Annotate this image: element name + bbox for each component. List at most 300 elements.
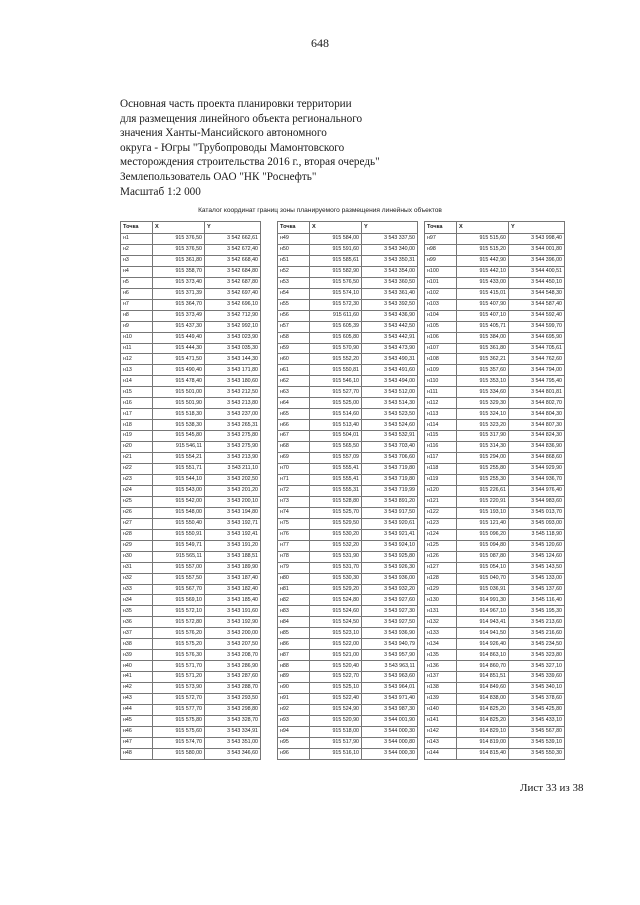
point-id-cell: н57 (278, 321, 310, 332)
y-coordinate-cell: 3 543 350,31 (362, 255, 418, 266)
table-row (121, 715, 261, 726)
table-row (121, 639, 261, 650)
table-row (121, 694, 261, 705)
y-coordinate-cell: 3 544 592,40 (509, 310, 565, 321)
point-id-cell: н20 (121, 442, 153, 453)
x-coordinate-cell: 915 522,00 (310, 639, 362, 650)
table-row (121, 409, 261, 420)
point-id-cell: н98 (425, 244, 457, 255)
table-row (278, 321, 418, 332)
y-coordinate-cell: 3 543 924,10 (362, 540, 418, 551)
x-coordinate-cell: 915 531,90 (310, 551, 362, 562)
point-id-cell: н37 (121, 628, 153, 639)
point-id-cell: н117 (425, 453, 457, 464)
table-row (278, 464, 418, 475)
point-id-cell: н47 (121, 737, 153, 748)
y-coordinate-cell: 3 543 287,60 (205, 672, 261, 683)
point-id-cell: н85 (278, 628, 310, 639)
table-row (278, 485, 418, 496)
table-row (278, 496, 418, 507)
y-coordinate-cell: 3 544 794,00 (509, 365, 565, 376)
table-row (425, 376, 565, 387)
point-id-cell: н24 (121, 485, 153, 496)
x-coordinate-cell: 915 323,20 (457, 420, 509, 431)
point-id-cell: н126 (425, 551, 457, 562)
table-row (425, 704, 565, 715)
x-coordinate-cell: 915 576,50 (310, 277, 362, 288)
point-id-cell: н58 (278, 332, 310, 343)
x-coordinate-cell: 915 548,00 (153, 507, 205, 518)
x-coordinate-cell: 915 572,10 (153, 606, 205, 617)
y-coordinate-cell: 3 543 957,90 (362, 650, 418, 661)
x-coordinate-cell: 915 518,30 (153, 409, 205, 420)
point-id-cell: н2 (121, 244, 153, 255)
table-row (278, 277, 418, 288)
x-coordinate-cell: 915 373,49 (153, 310, 205, 321)
x-coordinate-cell: 915 565,11 (153, 551, 205, 562)
point-id-cell: н4 (121, 266, 153, 277)
y-coordinate-cell: 3 545 339,60 (509, 672, 565, 683)
x-coordinate-cell: 914 926,40 (457, 639, 509, 650)
y-coordinate-cell: 3 543 719,80 (362, 464, 418, 475)
document-heading (120, 97, 480, 199)
x-coordinate-cell: 915 220,91 (457, 496, 509, 507)
table-row (121, 562, 261, 573)
y-coordinate-cell: 3 543 998,40 (509, 234, 565, 245)
heading-line: Основная часть проекта планировки территории (120, 98, 352, 110)
table-row (121, 365, 261, 376)
point-id-cell: н118 (425, 464, 457, 475)
x-coordinate-cell: 915 522,70 (310, 672, 362, 683)
point-id-cell: н56 (278, 310, 310, 321)
y-coordinate-cell: 3 543 512,00 (362, 387, 418, 398)
y-coordinate-cell: 3 543 211,10 (205, 464, 261, 475)
x-coordinate-cell: 915 193,10 (457, 507, 509, 518)
table-row (425, 299, 565, 310)
y-coordinate-cell: 3 543 328,70 (205, 715, 261, 726)
table-row (278, 715, 418, 726)
point-id-cell: н112 (425, 398, 457, 409)
x-coordinate-cell: 915 531,70 (310, 562, 362, 573)
y-coordinate-cell: 3 542 662,61 (205, 234, 261, 245)
x-coordinate-cell: 915 324,10 (457, 409, 509, 420)
x-coordinate-cell: 915 334,60 (457, 387, 509, 398)
y-coordinate-cell: 3 543 275,90 (205, 442, 261, 453)
table-row (121, 617, 261, 628)
table-row (121, 650, 261, 661)
sheet-counter: Лист 33 из 38 (520, 782, 584, 794)
table-row (425, 518, 565, 529)
table-row (278, 244, 418, 255)
point-id-cell: н86 (278, 639, 310, 650)
table-row (425, 639, 565, 650)
x-coordinate-cell: 915 585,61 (310, 255, 362, 266)
table-row (121, 540, 261, 551)
table-row (278, 683, 418, 694)
x-coordinate-cell: 915 361,80 (153, 255, 205, 266)
table-row (278, 234, 418, 245)
table-row (425, 453, 565, 464)
point-id-cell: н60 (278, 354, 310, 365)
point-id-cell: н62 (278, 376, 310, 387)
table-row (425, 310, 565, 321)
y-coordinate-cell: 3 545 120,60 (509, 540, 565, 551)
point-id-cell: н93 (278, 715, 310, 726)
x-coordinate-cell: 914 829,10 (457, 726, 509, 737)
table-row (425, 321, 565, 332)
x-coordinate-cell: 915 575,20 (153, 639, 205, 650)
table-row (278, 354, 418, 365)
y-coordinate-cell: 3 545 340,10 (509, 683, 565, 694)
point-id-cell: н14 (121, 376, 153, 387)
table-row (121, 704, 261, 715)
point-id-cell: н77 (278, 540, 310, 551)
coordinate-table-2 (277, 221, 418, 760)
x-coordinate-cell: 915 521,00 (310, 650, 362, 661)
y-coordinate-cell: 3 543 436,90 (362, 310, 418, 321)
y-coordinate-cell: 3 545 433,10 (509, 715, 565, 726)
table-row (121, 551, 261, 562)
table-row (425, 584, 565, 595)
x-coordinate-cell: 915 546,11 (153, 442, 205, 453)
x-coordinate-cell: 915 522,40 (310, 694, 362, 705)
x-coordinate-cell: 915 520,90 (310, 715, 362, 726)
y-coordinate-cell: 3 545 195,30 (509, 606, 565, 617)
x-coordinate-cell: 915 329,30 (457, 398, 509, 409)
y-coordinate-cell: 3 543 192,71 (205, 518, 261, 529)
table-row (425, 562, 565, 573)
point-id-cell: н39 (121, 650, 153, 661)
y-coordinate-cell: 3 545 124,60 (509, 551, 565, 562)
point-id-cell: н96 (278, 748, 310, 759)
x-coordinate-cell: 915 407,90 (457, 299, 509, 310)
x-coordinate-cell: 915 576,20 (153, 628, 205, 639)
y-coordinate-cell: 3 544 587,40 (509, 299, 565, 310)
y-coordinate-cell: 3 543 286,90 (205, 661, 261, 672)
table-row (425, 464, 565, 475)
x-coordinate-cell: 915 574,10 (310, 288, 362, 299)
table-row (278, 584, 418, 595)
point-id-cell: н143 (425, 737, 457, 748)
table-row (425, 595, 565, 606)
column-header-x: X (457, 222, 509, 234)
y-coordinate-cell: 3 543 213,80 (205, 398, 261, 409)
point-id-cell: н107 (425, 343, 457, 354)
table-row (278, 704, 418, 715)
table-row (425, 365, 565, 376)
table-row (278, 474, 418, 485)
table-row (278, 737, 418, 748)
table-row (425, 617, 565, 628)
x-coordinate-cell: 915 513,40 (310, 420, 362, 431)
table-row (121, 573, 261, 584)
y-coordinate-cell: 3 543 208,70 (205, 650, 261, 661)
table-row (425, 726, 565, 737)
column-header-point: Точка (121, 222, 153, 234)
table-row (278, 726, 418, 737)
y-coordinate-cell: 3 543 171,80 (205, 365, 261, 376)
point-id-cell: н32 (121, 573, 153, 584)
y-coordinate-cell: 3 545 216,60 (509, 628, 565, 639)
y-coordinate-cell: 3 543 212,50 (205, 387, 261, 398)
table-row (425, 354, 565, 365)
table-row (121, 748, 261, 759)
x-coordinate-cell: 915 525,70 (310, 507, 362, 518)
x-coordinate-cell: 915 571,20 (153, 672, 205, 683)
table-row (425, 343, 565, 354)
y-coordinate-cell: 3 544 824,30 (509, 431, 565, 442)
x-coordinate-cell: 915 376,50 (153, 234, 205, 245)
table-row (121, 595, 261, 606)
y-coordinate-cell: 3 543 182,40 (205, 584, 261, 595)
point-id-cell: н19 (121, 431, 153, 442)
point-id-cell: н15 (121, 387, 153, 398)
y-coordinate-cell: 3 544 400,51 (509, 266, 565, 277)
table-row (425, 507, 565, 518)
table-row (278, 529, 418, 540)
y-coordinate-cell: 3 542 668,40 (205, 255, 261, 266)
point-id-cell: н105 (425, 321, 457, 332)
point-id-cell: н65 (278, 409, 310, 420)
table-row (278, 551, 418, 562)
x-coordinate-cell: 915 433,00 (457, 277, 509, 288)
table-row (425, 398, 565, 409)
point-id-cell: н132 (425, 617, 457, 628)
heading-line: значения Ханты-Мансийского автономного (120, 127, 327, 140)
point-id-cell: н91 (278, 694, 310, 705)
y-coordinate-cell: 3 543 185,40 (205, 595, 261, 606)
table-row (278, 288, 418, 299)
table-row (425, 606, 565, 617)
y-coordinate-cell: 3 543 494,00 (362, 376, 418, 387)
y-coordinate-cell: 3 542 696,10 (205, 299, 261, 310)
point-id-cell: н33 (121, 584, 153, 595)
point-id-cell: н52 (278, 266, 310, 277)
x-coordinate-cell: 915 545,80 (153, 431, 205, 442)
y-coordinate-cell: 3 542 672,40 (205, 244, 261, 255)
table-row (121, 672, 261, 683)
coordinate-table-3 (424, 221, 565, 760)
y-coordinate-cell: 3 543 035,30 (205, 343, 261, 354)
table-row (121, 244, 261, 255)
point-id-cell: н61 (278, 365, 310, 376)
y-coordinate-cell: 3 543 964,01 (362, 683, 418, 694)
table-row (278, 606, 418, 617)
point-id-cell: н119 (425, 474, 457, 485)
x-coordinate-cell: 915 544,10 (153, 474, 205, 485)
point-id-cell: н41 (121, 672, 153, 683)
point-id-cell: н36 (121, 617, 153, 628)
y-coordinate-cell: 3 543 191,60 (205, 606, 261, 617)
x-coordinate-cell: 915 546,10 (310, 376, 362, 387)
y-coordinate-cell: 3 543 023,90 (205, 332, 261, 343)
table-row (425, 442, 565, 453)
y-coordinate-cell: 3 544 000,30 (362, 726, 418, 737)
y-coordinate-cell: 3 542 712,90 (205, 310, 261, 321)
table-row (425, 332, 565, 343)
table-row (278, 266, 418, 277)
x-coordinate-cell: 915 550,81 (310, 365, 362, 376)
table-row (121, 442, 261, 453)
x-coordinate-cell: 915 121,40 (457, 518, 509, 529)
point-id-cell: н7 (121, 299, 153, 310)
table-row (121, 529, 261, 540)
x-coordinate-cell: 914 825,20 (457, 704, 509, 715)
x-coordinate-cell: 915 255,80 (457, 464, 509, 475)
x-coordinate-cell: 915 557,00 (153, 562, 205, 573)
x-coordinate-cell: 915 524,60 (310, 606, 362, 617)
table-row (121, 518, 261, 529)
heading-line: округа - Югры "Трубопроводы Мамонтовского (120, 141, 345, 154)
x-coordinate-cell: 915 530,30 (310, 573, 362, 584)
x-coordinate-cell: 915 471,50 (153, 354, 205, 365)
x-coordinate-cell: 915 591,60 (310, 244, 362, 255)
x-coordinate-cell: 915 437,30 (153, 321, 205, 332)
point-id-cell: н88 (278, 661, 310, 672)
table-row (425, 650, 565, 661)
y-coordinate-cell: 3 544 836,90 (509, 442, 565, 453)
table-row (121, 354, 261, 365)
x-coordinate-cell: 915 577,70 (153, 704, 205, 715)
point-id-cell: н84 (278, 617, 310, 628)
table-row (425, 474, 565, 485)
y-coordinate-cell: 3 543 987,30 (362, 704, 418, 715)
point-id-cell: н133 (425, 628, 457, 639)
point-id-cell: н100 (425, 266, 457, 277)
y-coordinate-cell: 3 543 392,50 (362, 299, 418, 310)
y-coordinate-cell: 3 544 795,40 (509, 376, 565, 387)
x-coordinate-cell: 915 572,70 (153, 694, 205, 705)
y-coordinate-cell: 3 544 929,90 (509, 464, 565, 475)
point-id-cell: н141 (425, 715, 457, 726)
x-coordinate-cell: 915 226,61 (457, 485, 509, 496)
table-row (425, 387, 565, 398)
x-coordinate-cell: 915 255,30 (457, 474, 509, 485)
point-id-cell: н121 (425, 496, 457, 507)
x-coordinate-cell: 915 524,80 (310, 595, 362, 606)
y-coordinate-cell: 3 543 144,30 (205, 354, 261, 365)
x-coordinate-cell: 915 567,70 (153, 584, 205, 595)
table-row (278, 431, 418, 442)
table-row (121, 266, 261, 277)
point-id-cell: н104 (425, 310, 457, 321)
point-id-cell: н17 (121, 409, 153, 420)
table-row (121, 683, 261, 694)
y-coordinate-cell: 3 543 442,91 (362, 332, 418, 343)
table-row (121, 507, 261, 518)
x-coordinate-cell: 914 825,20 (457, 715, 509, 726)
point-id-cell: н38 (121, 639, 153, 650)
y-coordinate-cell: 3 543 719,99 (362, 485, 418, 496)
point-id-cell: н144 (425, 748, 457, 759)
y-coordinate-cell: 3 543 927,50 (362, 617, 418, 628)
table-row (425, 529, 565, 540)
point-id-cell: н130 (425, 595, 457, 606)
x-coordinate-cell: 915 550,91 (153, 529, 205, 540)
table-row (278, 398, 418, 409)
table-row (425, 628, 565, 639)
table-row (278, 332, 418, 343)
table-row (425, 694, 565, 705)
x-coordinate-cell: 915 605,80 (310, 332, 362, 343)
point-id-cell: н46 (121, 726, 153, 737)
table-row (121, 485, 261, 496)
point-id-cell: н40 (121, 661, 153, 672)
table-row (425, 748, 565, 759)
table-row (121, 726, 261, 737)
table-row (121, 606, 261, 617)
x-coordinate-cell: 915 442,90 (457, 255, 509, 266)
point-id-cell: н35 (121, 606, 153, 617)
table-row (425, 266, 565, 277)
y-coordinate-cell: 3 544 804,30 (509, 409, 565, 420)
x-coordinate-cell: 915 384,00 (457, 332, 509, 343)
y-coordinate-cell: 3 543 275,80 (205, 431, 261, 442)
point-id-cell: н138 (425, 683, 457, 694)
x-coordinate-cell: 915 524,90 (310, 704, 362, 715)
x-coordinate-cell: 915 570,90 (310, 343, 362, 354)
y-coordinate-cell: 3 543 523,50 (362, 409, 418, 420)
table-row (425, 540, 565, 551)
y-coordinate-cell: 3 543 201,20 (205, 485, 261, 496)
y-coordinate-cell: 3 543 202,50 (205, 474, 261, 485)
x-coordinate-cell: 915 574,70 (153, 737, 205, 748)
y-coordinate-cell: 3 543 180,60 (205, 376, 261, 387)
table-row (121, 453, 261, 464)
point-id-cell: н111 (425, 387, 457, 398)
table-row (278, 748, 418, 759)
y-coordinate-cell: 3 545 093,00 (509, 518, 565, 529)
point-id-cell: н26 (121, 507, 153, 518)
table-row (121, 387, 261, 398)
y-coordinate-cell: 3 543 940,79 (362, 639, 418, 650)
heading-line: месторождения строительства 2016 г., вторая очередь" (120, 156, 380, 169)
table-row (425, 661, 565, 672)
x-coordinate-cell: 915 573,90 (153, 683, 205, 694)
x-coordinate-cell: 915 582,90 (310, 266, 362, 277)
point-id-cell: н76 (278, 529, 310, 540)
x-coordinate-cell: 915 571,70 (153, 661, 205, 672)
x-coordinate-cell: 915 565,50 (310, 442, 362, 453)
y-coordinate-cell: 3 542 697,40 (205, 288, 261, 299)
table-row (121, 584, 261, 595)
table-title: Каталог координат границ зоны планируемого размещения линейных объектов (198, 207, 442, 214)
point-id-cell: н51 (278, 255, 310, 266)
point-id-cell: н79 (278, 562, 310, 573)
y-coordinate-cell: 3 544 000,80 (362, 737, 418, 748)
y-coordinate-cell: 3 543 926,30 (362, 562, 418, 573)
table-row (278, 672, 418, 683)
y-coordinate-cell: 3 543 891,20 (362, 496, 418, 507)
table-row (278, 387, 418, 398)
x-coordinate-cell: 915 543,00 (153, 485, 205, 496)
y-coordinate-cell: 3 543 706,60 (362, 453, 418, 464)
x-coordinate-cell: 915 096,20 (457, 529, 509, 540)
point-id-cell: н3 (121, 255, 153, 266)
table-row (121, 299, 261, 310)
x-coordinate-cell: 915 527,70 (310, 387, 362, 398)
point-id-cell: н10 (121, 332, 153, 343)
point-id-cell: н50 (278, 244, 310, 255)
point-id-cell: н124 (425, 529, 457, 540)
y-coordinate-cell: 3 543 192,90 (205, 617, 261, 628)
point-id-cell: н136 (425, 661, 457, 672)
point-id-cell: н18 (121, 420, 153, 431)
point-id-cell: н89 (278, 672, 310, 683)
x-coordinate-cell: 915 407,10 (457, 310, 509, 321)
y-coordinate-cell: 3 543 524,60 (362, 420, 418, 431)
point-id-cell: н25 (121, 496, 153, 507)
